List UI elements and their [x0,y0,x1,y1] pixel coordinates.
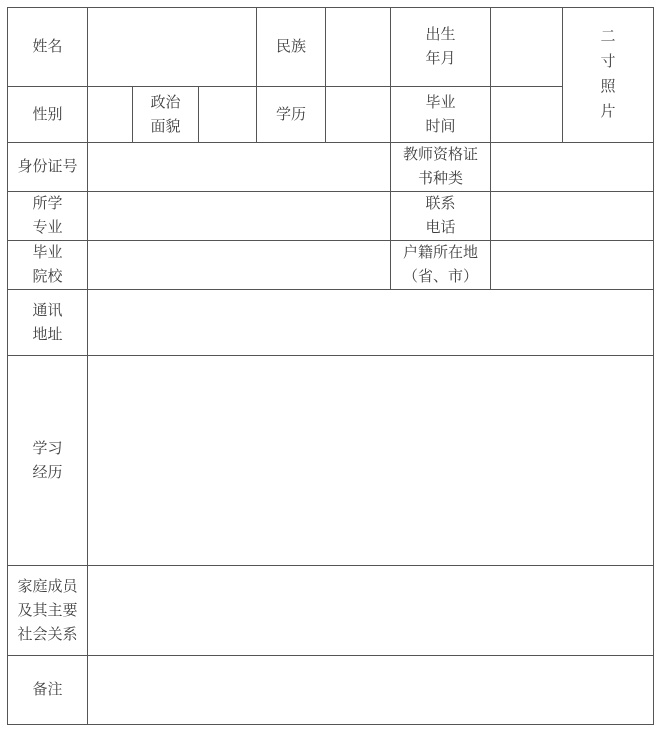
education-label: 学历 [257,87,326,143]
graduation-school-value-cell [88,241,391,290]
ethnicity-label: 民族 [257,8,326,87]
teacher-certificate-type-value-cell [491,143,654,192]
family-members-value-cell [88,566,654,656]
row-mailing-address [8,290,654,356]
row-major [8,192,654,241]
birth-date-label: 出生 年月 [391,8,491,87]
ethnicity-value-cell [326,8,391,87]
teacher-certificate-type-label: 教师资格证 书种类 [391,143,491,192]
name-value-cell [88,8,257,87]
application-form-table [7,7,654,725]
contact-phone-value-cell [491,192,654,241]
birth-date-value-cell [491,8,563,87]
id-number-label: 身份证号 [8,143,88,192]
major-label: 所学 专业 [8,192,88,241]
political-status-value-cell [199,87,257,143]
household-registration-label: 户籍所在地 （省、市） [391,241,491,290]
gender-label: 性别 [8,87,88,143]
photo-placeholder: 二 寸 照 片 [563,8,654,143]
graduation-school-label: 毕业 院校 [8,241,88,290]
row-remarks [8,656,654,725]
mailing-address-value-cell [88,290,654,356]
mailing-address-label: 通讯 地址 [8,290,88,356]
contact-phone-label: 联系 电话 [391,192,491,241]
political-status-label: 政治 面貌 [133,87,199,143]
major-value-cell [88,192,391,241]
household-registration-value-cell [491,241,654,290]
remarks-value-cell [88,656,654,725]
row-name [8,8,654,87]
row-id-number [8,143,654,192]
id-number-value-cell [88,143,391,192]
study-experience-value-cell [88,356,654,566]
education-value-cell [326,87,391,143]
graduation-time-label: 毕业 时间 [391,87,491,143]
study-experience-label: 学习 经历 [8,356,88,566]
row-family-members [8,566,654,656]
remarks-label: 备注 [8,656,88,725]
family-members-label: 家庭成员 及其主要 社会关系 [8,566,88,656]
gender-value-cell [88,87,133,143]
row-graduation-school [8,241,654,290]
name-label: 姓名 [8,8,88,87]
graduation-time-value-cell [491,87,563,143]
row-study-experience [8,356,654,566]
row-gender [8,87,654,143]
